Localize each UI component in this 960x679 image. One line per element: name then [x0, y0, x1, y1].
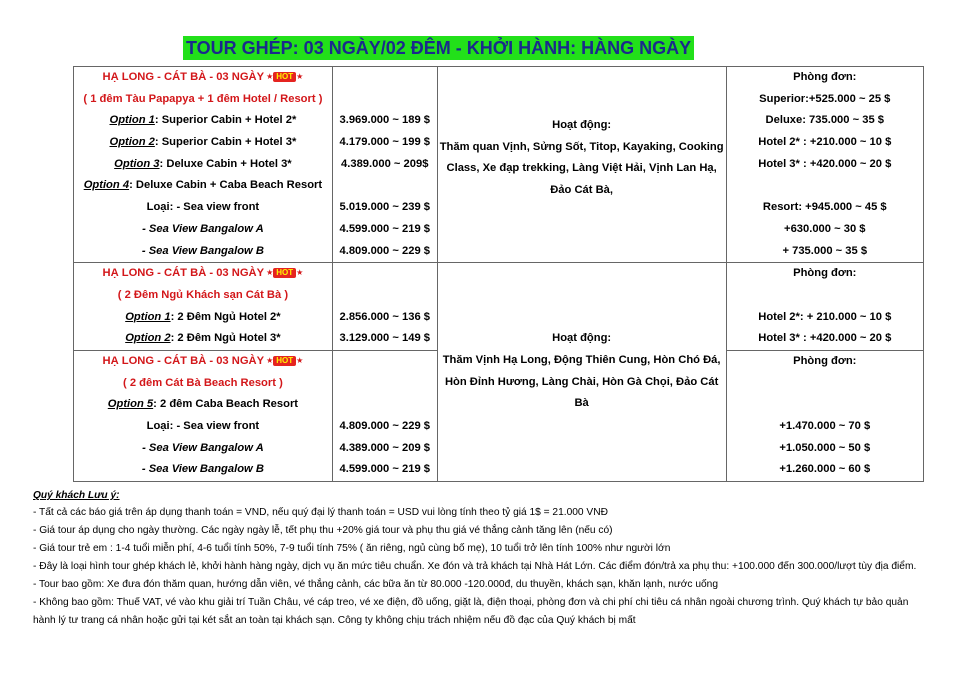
option-label: Option 3 [114, 157, 160, 170]
single-room-line [727, 373, 923, 395]
price-cell [332, 263, 437, 351]
room-type: - Sea View Bangalow A [142, 441, 264, 454]
option-text: : Deluxe Cabin + Hotel 3* [159, 157, 292, 170]
price-cell [332, 67, 437, 263]
option-label: Option 5 [107, 398, 154, 411]
room-type: - Sea View Bangalow B [141, 244, 264, 257]
single-room-line: +1.470.000 ~ 70 $ [779, 420, 871, 432]
single-room-line: Phòng đơn: [793, 267, 857, 280]
single-room-line: Phòng đơn: [793, 354, 857, 367]
activity-cell [437, 67, 726, 263]
activity-title: Hoạt động: [552, 119, 612, 131]
note-line: - Đây là loại hình tour ghép khách lẻ, khởi hành hàng ngày, dịch vụ ăn mức tiêu chuẩn. Xe đón và trả khách tại Nhà Hát Lớn. Các điểm đón/trả xa phụ thu: +100.000 đến 300.000/lượt tùy địa điểm. [33, 561, 917, 572]
option-text: : Superior Cabin + Hotel 2* [154, 114, 297, 127]
note-line: - Giá tour trẻ em : 1-4 tuổi miễn phí, 4-6 tuổi tính 50%, 7-9 tuổi tính 75% ( ăn riêng, ngủ cùng bố mẹ), 10 tuổi trở lên tính 100% như người lớn [33, 543, 671, 554]
price: 4.599.000 ~ 219 $ [339, 222, 431, 235]
note-line: - Tour bao gồm: Xe đưa đón thăm quan, hướng dẫn viên, vé thắng cảnh, các bữa ăn từ 80.000 -120.000đ, du thuyền, khách sạn, khăn lạnh, nước uống [33, 579, 719, 590]
option-label: Option 2 [109, 136, 155, 149]
note-line: - Không bao gồm: Thuế VAT, vé vào khu giải trí Tuần Châu, vé cáp treo, vé xe điện, đồ uống, giặt là, điện thoại, phòng đơn và chi phí chi tiêu cá nhân ngoài chương trình. Quý khách tự bảo quản hành lý tư trang cá nhân hoặc gửi tại két sắt an toàn tại khách sạn. Công ty không chịu trách nhiệm nếu đồ đạc của Quý khách bị mất [33, 597, 909, 626]
price: 5.019.000 ~ 239 $ [339, 201, 431, 214]
room-type: - Sea View Bangalow B [141, 463, 264, 476]
price: 4.389.000 ~ 209$ [341, 157, 429, 170]
note-line: - Giá tour áp dụng cho ngày thường. Các ngày ngày lễ, tết phụ thu +20% giá tour và phụ thu giá vé thắng cảnh tăng lên (nếu có) [33, 525, 613, 536]
price: 4.809.000 ~ 229 $ [339, 420, 431, 432]
price: 4.179.000 ~ 199 $ [339, 136, 431, 149]
hot-icon: ★ HOT ★ [266, 72, 304, 82]
single-room-line: Hotel 3* : +420.000 ~ 20 $ [758, 332, 892, 345]
activity-title: Hoạt động: [552, 332, 612, 345]
single-room-line [727, 394, 923, 416]
table-row [74, 67, 924, 263]
notes-heading: Quý khách Lưu ý: [33, 490, 120, 501]
single-room-line [727, 175, 923, 197]
price: 4.599.000 ~ 219 $ [339, 463, 431, 476]
option-label: Option 1 [125, 310, 171, 323]
single-room-line: Resort: +945.000 ~ 45 $ [762, 201, 887, 214]
tour-cell [74, 67, 333, 263]
activity-text: Thăm Vịnh Hạ Long, Động Thiên Cung, Hòn Chó Đá, Hòn Đỉnh Hương, Làng Chài, Hòn Gà Chọi, Đảo Cát Bà [442, 353, 721, 410]
single-room-cell [726, 350, 923, 481]
tour-name: HẠ LONG - CÁT BÀ - 03 NGÀY [102, 267, 265, 280]
price-cell [332, 350, 437, 481]
single-room-line: Hotel 2* : +210.000 ~ 10 $ [758, 136, 892, 149]
tour-cell [74, 350, 333, 481]
note-line: - Tất cả các báo giá trên áp dụng thanh toán = VND, nếu quý đại lý thanh toán = USD vui lòng tính theo tỷ giá 1$ = 21.000 VNĐ [33, 507, 608, 518]
option-label: Option 1 [109, 114, 155, 127]
room-type: Loại: - Sea view front [146, 420, 260, 432]
option-text: : 2 Đêm Ngủ Hotel 2* [170, 310, 281, 323]
activity-text: Thăm quan Vịnh, Sửng Sốt, Titop, Kayaking, Cooking Class, Xe đạp trekking, Làng Việt Hải, Vịnh Lan Hạ, Đảo Cát Bà, [439, 140, 724, 197]
price: 3.129.000 ~ 149 $ [339, 332, 431, 345]
single-room-line: Hotel 2*: + 210.000 ~ 10 $ [758, 310, 892, 323]
option-text: : Deluxe Cabin + Caba Beach Resort [129, 179, 323, 192]
option-label: Option 4 [83, 179, 130, 192]
price: 2.856.000 ~ 136 $ [339, 310, 431, 323]
price: 4.389.000 ~ 209 $ [339, 441, 431, 454]
single-room-line: +1.050.000 ~ 50 $ [779, 441, 871, 454]
tour-price-table [73, 66, 924, 482]
room-type: - Sea View Bangalow A [142, 222, 264, 235]
option-label: Option 2 [125, 332, 171, 345]
single-room-line: Superior:+525.000 ~ 25 $ [759, 92, 891, 105]
option-text: : Superior Cabin + Hotel 3* [154, 136, 297, 149]
tour-name: HẠ LONG - CÁT BÀ - 03 NGÀY [102, 354, 265, 367]
tour-subtitle: ( 2 đêm Cát Bà Beach Resort ) [123, 376, 283, 389]
hot-icon: ★ HOT ★ [266, 268, 304, 278]
tour-cell [74, 263, 333, 351]
single-room-line: +1.260.000 ~ 60 $ [779, 463, 871, 476]
single-room-cell [726, 263, 923, 351]
single-room-line: +630.000 ~ 30 $ [784, 222, 866, 235]
notes-section [33, 487, 933, 630]
option-text: : 2 đêm Caba Beach Resort [153, 398, 299, 411]
single-room-line: + 735.000 ~ 35 $ [782, 244, 868, 257]
price: 4.809.000 ~ 229 $ [339, 244, 431, 257]
single-room-line [727, 285, 923, 307]
room-type: Loại: - Sea view front [146, 201, 260, 214]
hot-icon: ★ HOT ★ [266, 355, 304, 365]
tour-subtitle: ( 1 đêm Tàu Papapya + 1 đêm Hotel / Resort ) [83, 92, 323, 105]
option-text: : 2 Đêm Ngủ Hotel 3* [170, 332, 281, 345]
activity-cell [437, 263, 726, 482]
single-room-line: Hotel 3* : +420.000 ~ 20 $ [758, 157, 892, 170]
tour-name: HẠ LONG - CÁT BÀ - 03 NGÀY [102, 71, 265, 83]
single-room-line: Phòng đơn: [793, 71, 857, 83]
single-room-cell [726, 67, 923, 263]
tour-subtitle: ( 2 Đêm Ngủ Khách sạn Cát Bà ) [117, 288, 289, 301]
price: 3.969.000 ~ 189 $ [339, 114, 431, 127]
page-title: TOUR GHÉP: 03 NGÀY/02 ĐÊM - KHỞI HÀNH: HÀNG NGÀY [183, 36, 694, 60]
single-room-line: Deluxe: 735.000 ~ 35 $ [765, 114, 885, 127]
table-row [74, 263, 924, 351]
